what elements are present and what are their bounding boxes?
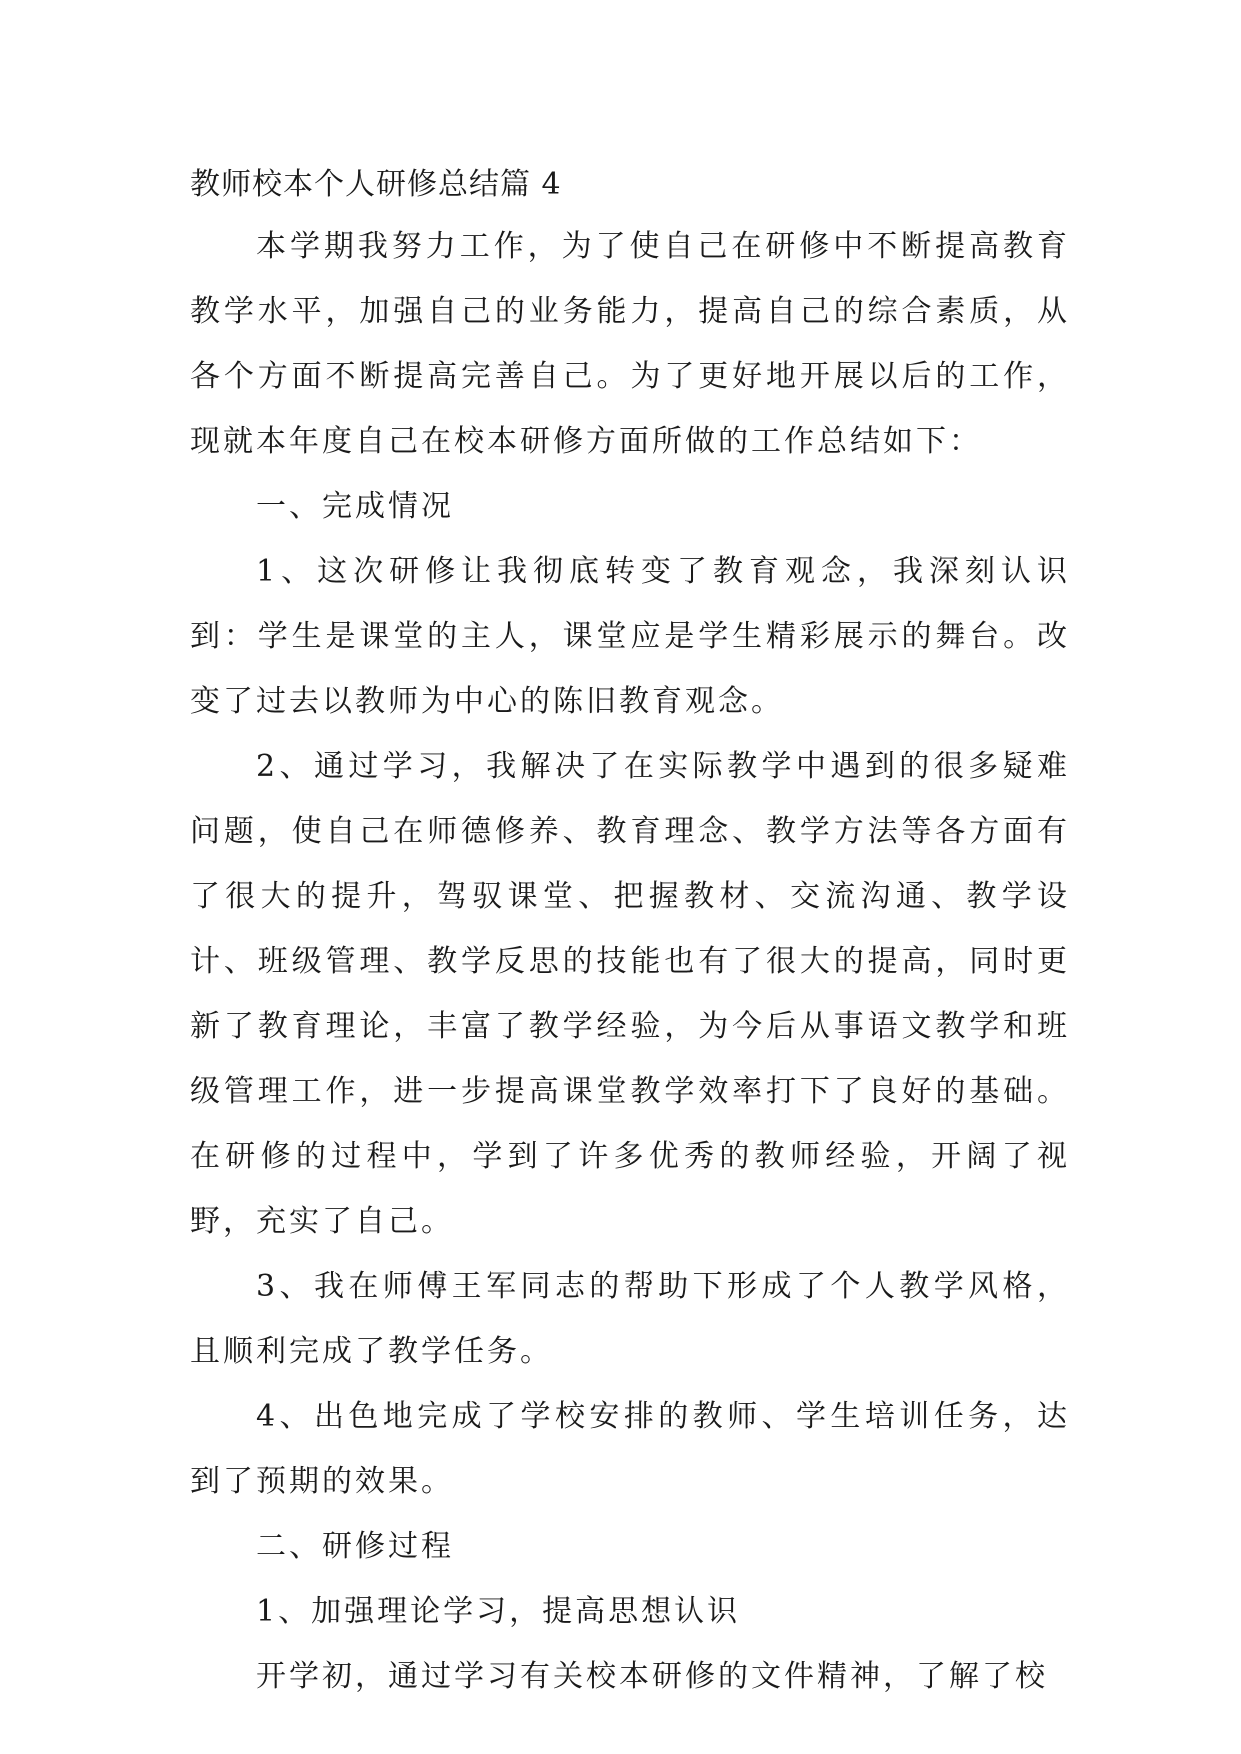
subheading-theory-study: 1、加强理论学习，提高思想认识 (256, 1594, 741, 1629)
paragraph-item-1: 1、这次研修让我彻底转变了教育观念，我深刻认识到：学生是课堂的主人，课堂应是学生精彩展示的舞台。改变了过去以教师为中心的陈旧教育观念。 (190, 554, 1070, 719)
paragraph-theory-study: 开学初，通过学习有关校本研修的文件精神，了解了校 (256, 1659, 1048, 1694)
paragraph-item-4: 4、出色地完成了学校安排的教师、学生培训任务，达到了预期的效果。 (190, 1399, 1070, 1499)
section-heading-process: 二、研修过程 (256, 1529, 454, 1564)
paragraph-item-2: 2、通过学习，我解决了在实际教学中遇到的很多疑难问题，使自己在师德修养、教育理念、教学方法等各方面有了很大的提升，驾驭课堂、把握教材、交流沟通、教学设计、班级管理、教学反思的技能也有了很大的提高，同时更新了教育理论，丰富了教学经验，为今后从事语文教学和班级管理工作，进一步提高课堂教学效率打下了良好的基础。在研修的过程中，学到了许多优秀的教师经验，开阔了视野，充实了自己。 (190, 749, 1070, 1239)
section-heading-completion: 一、完成情况 (256, 489, 454, 524)
paragraph-item-3: 3、我在师傅王军同志的帮助下形成了个人教学风格，且顺利完成了教学任务。 (190, 1269, 1070, 1369)
document-title: 教师校本个人研修总结篇 4 (190, 167, 562, 202)
document-body (190, 214, 1070, 1709)
paragraph-intro: 本学期我努力工作，为了使自己在研修中不断提高教育教学水平，加强自己的业务能力，提高自己的综合素质，从各个方面不断提高完善自己。为了更好地开展以后的工作，现就本年度自己在校本研修方面所做的工作总结如下： (190, 229, 1070, 459)
